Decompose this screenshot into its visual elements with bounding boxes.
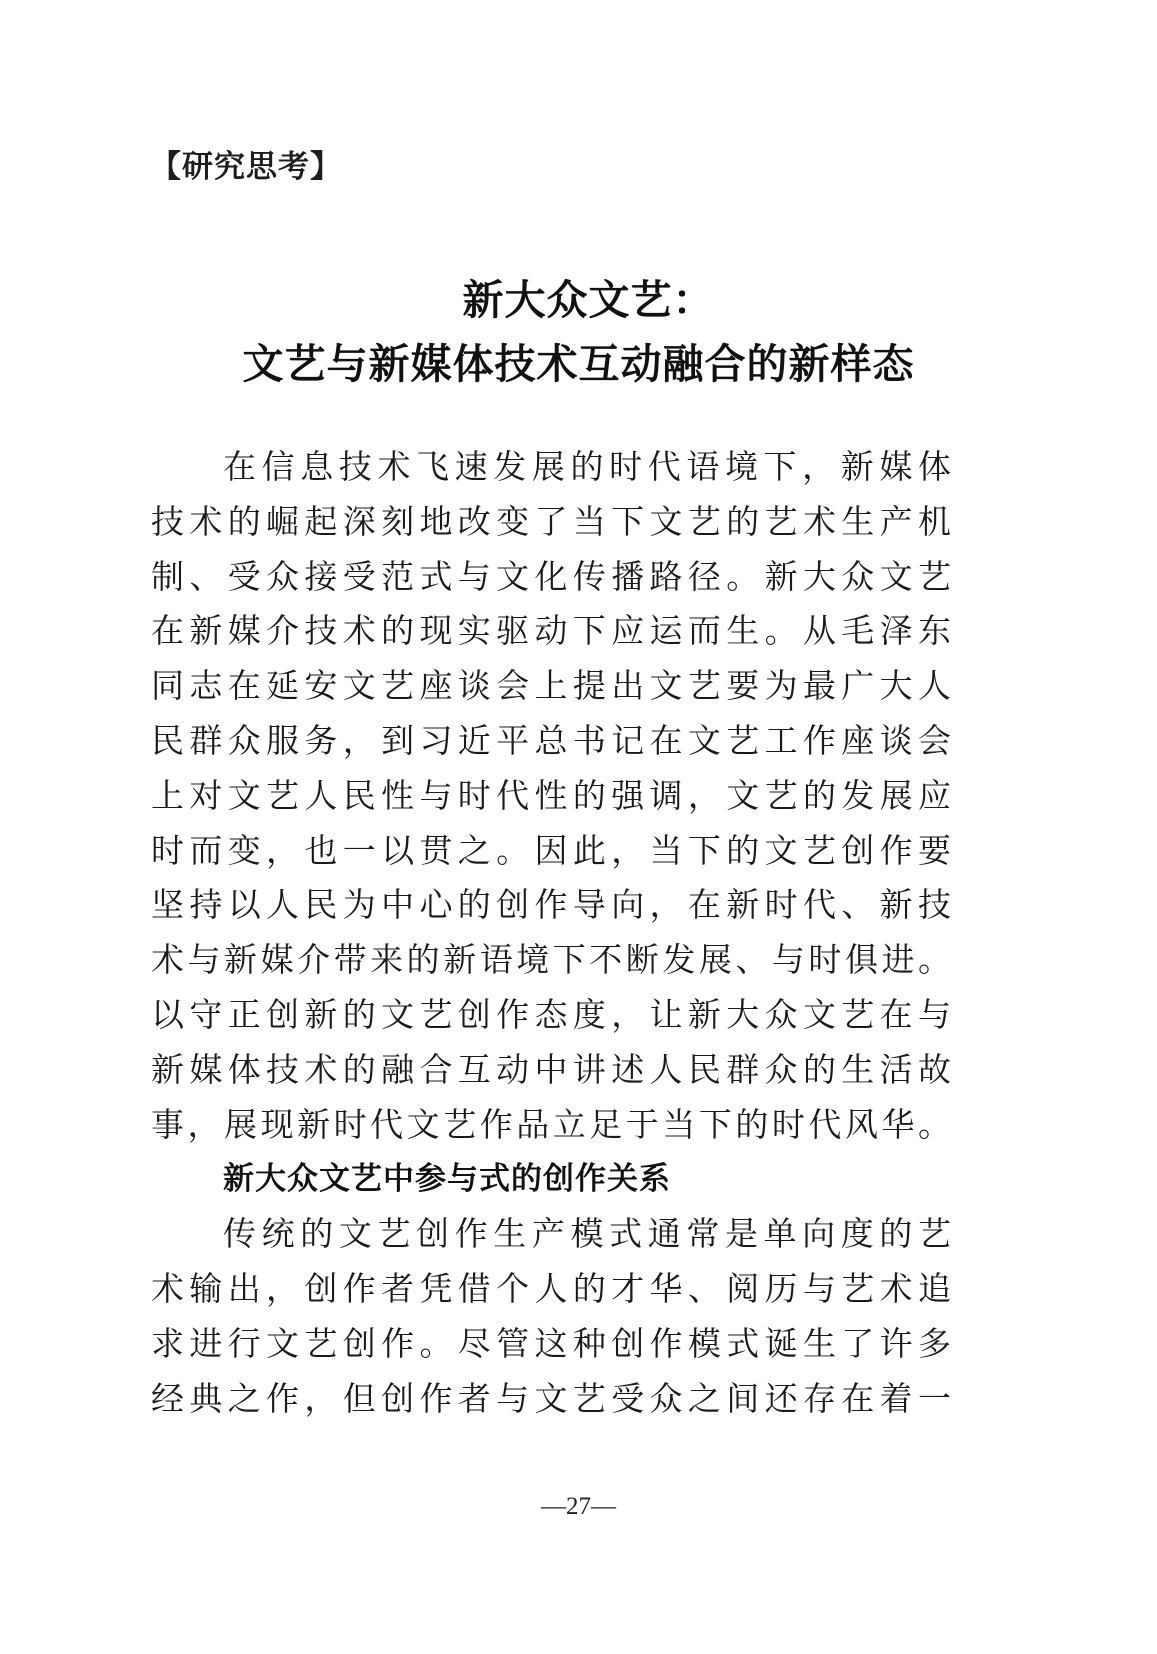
text-line: 以守正创新的文艺创作态度，让新大众文艺在与 bbox=[151, 994, 951, 1034]
section-subheading: 新大众文艺中参与式的创作关系 bbox=[223, 1161, 671, 1198]
article-body bbox=[151, 440, 951, 1426]
text-line: 新媒体技术的融合互动中讲述人民群众的生活故 bbox=[151, 1049, 951, 1089]
text-line: 坚持以人民为中心的创作导向，在新时代、新技 bbox=[151, 885, 951, 925]
text-line: 在信息技术飞速发展的时代语境下，新媒体 bbox=[223, 447, 951, 486]
title-line-1: 新大众文艺： bbox=[462, 276, 715, 324]
title-line-2: 文艺与新媒体技术互动融合的新样态 bbox=[242, 340, 915, 388]
text-line: 经典之作，但创作者与文艺受众之间还存在着一 bbox=[151, 1378, 951, 1418]
page-number: —27— bbox=[541, 1493, 616, 1520]
text-line: 在新媒介技术的现实驱动下应运而生。从毛泽东 bbox=[151, 611, 951, 651]
text-line: 传统的文艺创作生产模式通常是单向度的艺 bbox=[223, 1214, 951, 1254]
article-title bbox=[0, 268, 1157, 396]
text-line: 制、受众接受范式与文化传播路径。新大众文艺 bbox=[151, 556, 951, 596]
text-line: 术与新媒介带来的新语境下不断发展、与时俱进。 bbox=[151, 940, 951, 980]
text-line: 上对文艺人民性与时代性的强调，文艺的发展应 bbox=[151, 775, 951, 815]
text-line: 民群众服务，到习近平总书记在文艺工作座谈会 bbox=[151, 720, 951, 760]
text-line: 术输出，创作者凭借个人的才华、阅历与艺术追 bbox=[151, 1268, 951, 1308]
text-line: 技术的崛起深刻地改变了当下文艺的艺术生产机 bbox=[151, 501, 951, 541]
text-line: 时而变，也一以贯之。因此，当下的文艺创作要 bbox=[151, 830, 951, 870]
text-line: 事，展现新时代文艺作品立足于当下的时代风华。 bbox=[151, 1104, 951, 1144]
text-line: 求进行文艺创作。尽管这种创作模式诞生了许多 bbox=[151, 1323, 951, 1363]
section-tag: 【研究思考】 bbox=[150, 149, 342, 185]
paragraph-creation-relations bbox=[151, 1207, 951, 1426]
paragraph-intro bbox=[151, 440, 951, 1152]
text-line: 同志在延安文艺座谈会上提出文艺要为最广大人 bbox=[151, 666, 951, 706]
